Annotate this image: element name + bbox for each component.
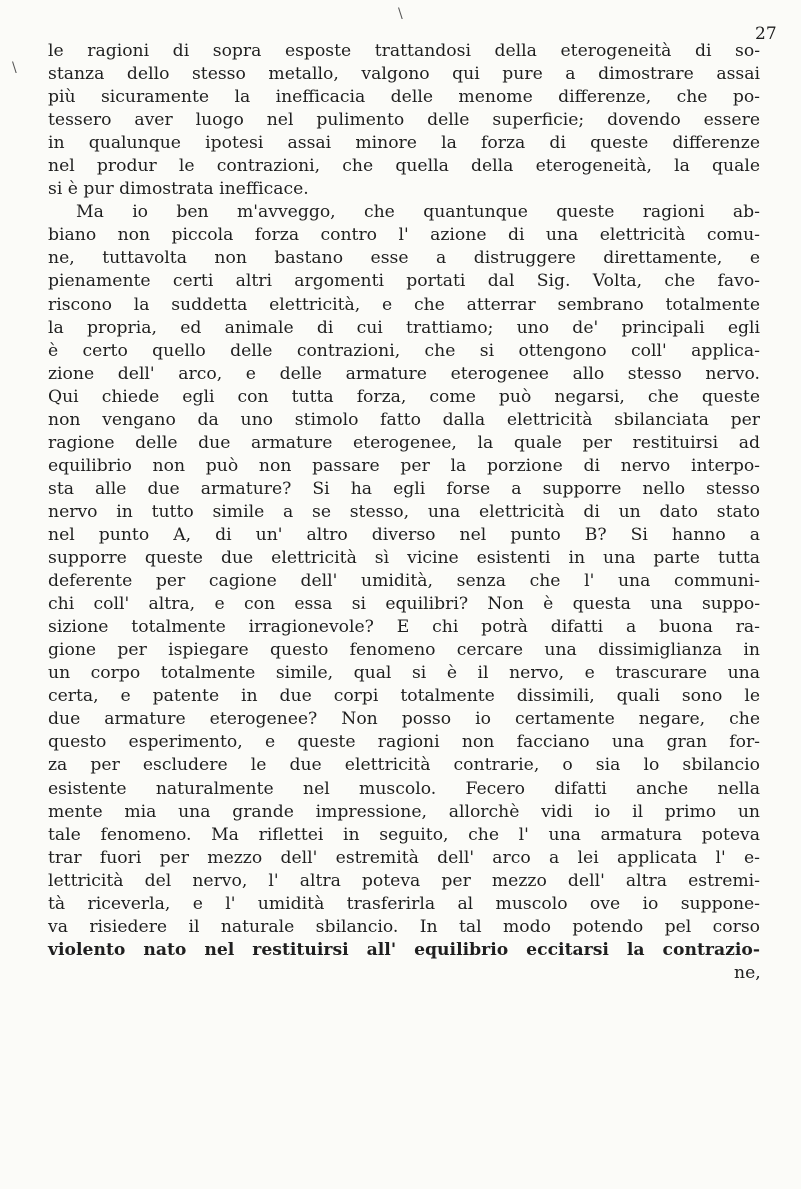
text-line: supporre queste due elettricità sì vicine esistenti in una parte tutta xyxy=(48,548,760,569)
text-line: sta alle due armature? Si ha egli forse a supporre nello stesso xyxy=(48,478,760,499)
text-line: non vengano da uno stimolo fatto dalla elettricità sbilanciata per xyxy=(48,409,760,430)
text-line: è certo quello delle contrazioni, che si ottengono coll' applica- xyxy=(48,340,760,361)
text-line: trar fuori per mezzo dell' estremità dell' arco a lei applicata l' e- xyxy=(48,847,760,868)
text-line: chi coll' altra, e con essa si equilibri? Non è questa una suppo- xyxy=(48,594,760,615)
text-line: questo esperimento, e queste ragioni non facciano una gran for- xyxy=(48,732,760,753)
text-line: tale fenomeno. Ma riflettei in seguito, che l' una armatura poteva xyxy=(48,824,760,845)
stray-mark-left: \ xyxy=(12,60,17,76)
text-line: Ma io ben m'avveggo, che quantunque queste ragioni ab- xyxy=(76,202,760,223)
text-line: riscono la suddetta elettricità, e che atterrar sembrano totalmente xyxy=(48,294,760,315)
text-line: tessero aver luogo nel pulimento delle superficie; dovendo essere xyxy=(48,110,760,131)
text-line: gione per ispiegare questo fenomeno cercare una dissimiglianza in xyxy=(48,640,760,661)
text-line: esistente naturalmente nel muscolo. Fecero difatti anche nella xyxy=(48,778,760,799)
stray-mark-top: \ xyxy=(398,6,403,22)
text-line: nel punto A, di un' altro diverso nel punto B? Si hanno a xyxy=(48,524,760,545)
text-line: nervo in tutto simile a se stesso, una elettricità di un dato stato xyxy=(48,501,760,522)
text-line: tà riceverla, e l' umidità trasferirla al muscolo ove io suppone- xyxy=(48,893,760,914)
text-line: due armature eterogenee? Non posso io certamente negare, che xyxy=(48,709,760,730)
text-line: biano non piccola forza contro l' azione di una elettricità comu- xyxy=(48,225,760,246)
text-line: in qualunque ipotesi assai minore la forza di queste differenze xyxy=(48,133,760,154)
text-line: zione dell' arco, e delle armature eterogenee allo stesso nervo. xyxy=(48,363,760,384)
page-number: 27 xyxy=(755,24,777,44)
text-line: va risiedere il naturale sbilancio. In tal modo potendo pel corso xyxy=(48,916,760,937)
text-line: violento nato nel restituirsi all' equilibrio eccitarsi la contrazio- xyxy=(48,939,760,960)
text-line: mente mia una grande impressione, allorchè vidi io il primo un xyxy=(48,801,760,822)
text-line: stanza dello stesso metallo, valgono qui pure a dimostrare assai xyxy=(48,64,760,85)
text-line: ragione delle due armature eterogenee, la quale per restituirsi ad xyxy=(48,432,760,453)
text-line: un corpo totalmente simile, qual si è il nervo, e trascurare una xyxy=(48,663,760,684)
text-line: za per escludere le due elettricità contrarie, o sia lo sbilancio xyxy=(48,755,760,776)
text-line: nel produr le contrazioni, che quella della eterogeneità, la quale xyxy=(48,156,760,177)
text-line: la propria, ed animale di cui trattiamo; uno de' principali egli xyxy=(48,317,760,338)
body-text xyxy=(48,40,760,985)
text-line: equilibrio non può non passare per la porzione di nervo interpo- xyxy=(48,455,760,476)
text-line: Qui chiede egli con tutta forza, come può negarsi, che queste xyxy=(48,386,760,407)
text-line: sizione totalmente irragionevole? E chi potrà difatti a buona ra- xyxy=(48,617,760,638)
text-line: più sicuramente la inefficacia delle menome differenze, che po- xyxy=(48,87,760,108)
text-line: lettricità del nervo, l' altra poteva per mezzo dell' altra estremi- xyxy=(48,870,760,891)
text-line: pienamente certi altri argomenti portati dal Sig. Volta, che favo- xyxy=(48,271,760,292)
text-line: deferente per cagione dell' umidità, senza che l' una communi- xyxy=(48,571,760,592)
text-line: certa, e patente in due corpi totalmente dissimili, quali sono le xyxy=(48,686,760,707)
text-line: si è pur dimostrata inefficace. xyxy=(48,179,309,200)
text-line: ne, tuttavolta non bastano esse a distruggere direttamente, e xyxy=(48,248,760,269)
catchword: ne, xyxy=(734,962,761,983)
text-line: le ragioni di sopra esposte trattandosi della eterogeneità di so- xyxy=(48,41,760,61)
